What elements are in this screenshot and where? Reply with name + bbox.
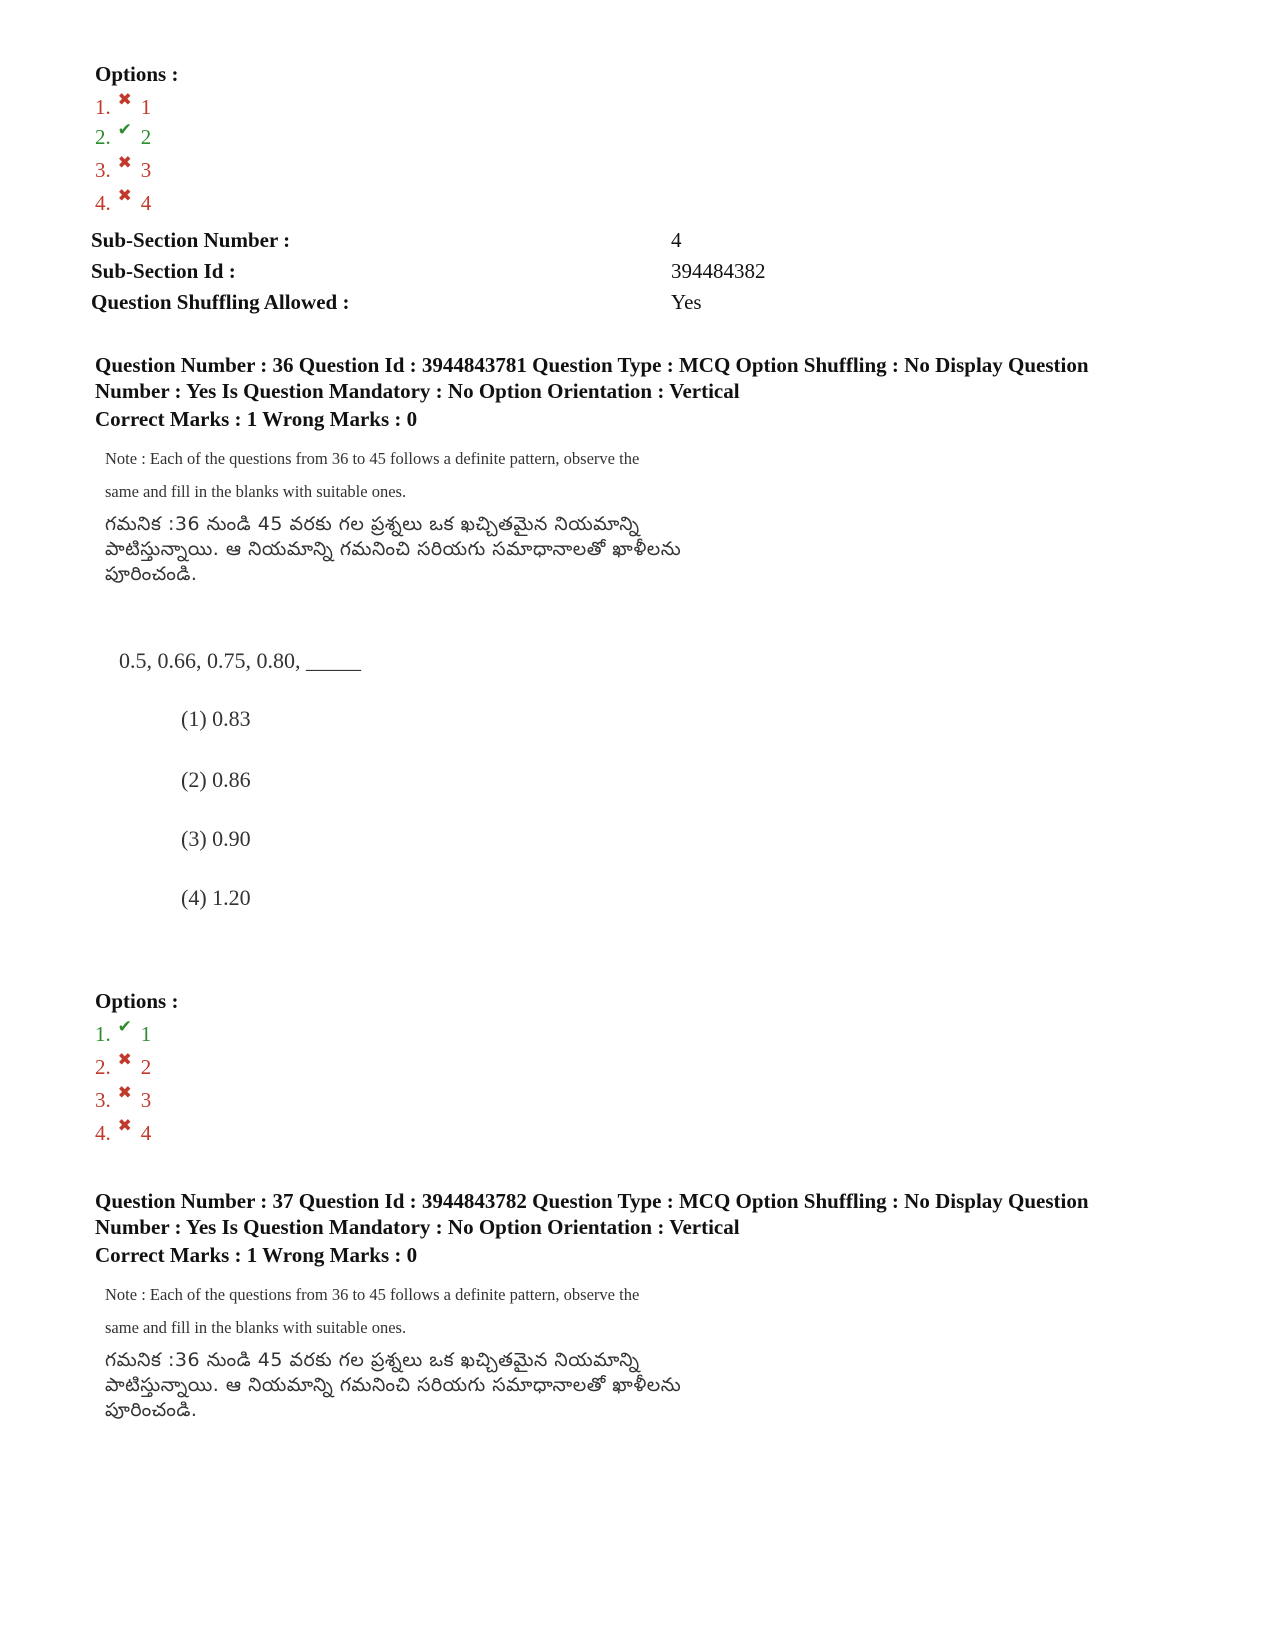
question-36-marks: Correct Marks : 1 Wrong Marks : 0: [95, 407, 418, 431]
option-3: [95, 1085, 151, 1115]
option-2: [95, 1052, 151, 1082]
subsection-number-row: [91, 228, 991, 259]
note-line: Note : Each of the questions from 36 to 45 follows a definite pattern, observe the: [105, 449, 640, 468]
question-shuffling-value: Yes: [671, 290, 702, 314]
option-value: 4: [140, 190, 152, 215]
subsection-id-value: 394484382: [671, 259, 766, 283]
question-36-note-en: [105, 442, 785, 508]
option-number: 4.: [95, 190, 111, 215]
question-36-choice-2: (2) 0.86: [181, 767, 251, 792]
option-number: 1.: [95, 94, 111, 119]
check-icon: ✔: [117, 120, 132, 139]
question-header-line: Number : Yes Is Question Mandatory : No Option Orientation : Vertical: [95, 379, 740, 403]
options-heading: Options :: [95, 989, 179, 1013]
question-36-sequence: 0.5, 0.66, 0.75, 0.80, _____: [119, 648, 361, 673]
option-number: 2.: [95, 124, 111, 149]
subsection-id-label: Sub-Section Id :: [91, 259, 236, 283]
question-37-header: [95, 1188, 1195, 1240]
note-line: పాటిస్తున్నాయి. ఆ నియమాన్ని గమనించి సరియగు సమాధానాలతో ఖాళీలను: [105, 1374, 682, 1396]
option-4: [95, 188, 151, 218]
question-36-header: [95, 352, 1195, 404]
question-37-note-te: [105, 1348, 785, 1423]
note-line: గమనిక :36 నుండి 45 వరకు గల ప్రశ్నలు ఒక ఖచ్చితమైన నియమాన్ని: [105, 513, 640, 535]
note-line: పూరించండి.: [105, 1399, 198, 1421]
cross-icon: ✖: [117, 1050, 132, 1069]
prev-options-list: [95, 92, 151, 218]
cross-icon: ✖: [117, 153, 132, 172]
question-36-choice-3: (3) 0.90: [181, 826, 251, 851]
question-36-choice-4: (4) 1.20: [181, 885, 251, 910]
option-value: 3: [140, 157, 152, 182]
option-value: 2: [140, 124, 152, 149]
option-1: [95, 92, 151, 122]
option-4: [95, 1118, 151, 1148]
question-header-line: Question Number : 36 Question Id : 3944843781 Question Type : MCQ Option Shuffling : No Display Question: [95, 353, 1089, 377]
cross-icon: ✖: [117, 1116, 132, 1135]
note-line: same and fill in the blanks with suitable ones.: [105, 482, 407, 501]
question-37-marks: Correct Marks : 1 Wrong Marks : 0: [95, 1243, 418, 1267]
question-36-choice-1: (1) 0.83: [181, 706, 251, 731]
option-value: 3: [140, 1087, 152, 1112]
note-line: పూరించండి.: [105, 563, 198, 585]
question-36-note-te: [105, 512, 785, 587]
cross-icon: ✖: [117, 186, 132, 205]
option-value: 4: [140, 1120, 152, 1145]
note-line: Note : Each of the questions from 36 to 45 follows a definite pattern, observe the: [105, 1285, 640, 1304]
option-number: 4.: [95, 1120, 111, 1145]
option-1: [95, 1019, 151, 1049]
subsection-number-label: Sub-Section Number :: [91, 228, 291, 252]
question-37-note-en: [105, 1278, 785, 1344]
option-3: [95, 155, 151, 185]
option-number: 3.: [95, 1087, 111, 1112]
option-number: 3.: [95, 157, 111, 182]
subsection-number-value: 4: [671, 228, 682, 252]
question-shuffling-label: Question Shuffling Allowed :: [91, 290, 350, 314]
option-value: 1: [140, 94, 152, 119]
option-number: 1.: [95, 1021, 111, 1046]
question-header-line: Question Number : 37 Question Id : 3944843782 Question Type : MCQ Option Shuffling : No Display Question: [95, 1189, 1089, 1213]
question-36-options-list: [95, 1019, 151, 1148]
subsection-id-row: [91, 259, 991, 290]
option-value: 2: [140, 1054, 152, 1079]
question-header-line: Number : Yes Is Question Mandatory : No Option Orientation : Vertical: [95, 1215, 740, 1239]
options-heading: Options :: [95, 62, 179, 86]
cross-icon: ✖: [117, 1083, 132, 1102]
check-icon: ✔: [117, 1017, 132, 1036]
question-shuffling-row: [91, 290, 991, 321]
cross-icon: ✖: [117, 90, 132, 109]
note-line: గమనిక :36 నుండి 45 వరకు గల ప్రశ్నలు ఒక ఖచ్చితమైన నియమాన్ని: [105, 1349, 640, 1371]
option-number: 2.: [95, 1054, 111, 1079]
option-value: 1: [140, 1021, 152, 1046]
subsection-meta: [91, 228, 991, 321]
note-line: పాటిస్తున్నాయి. ఆ నియమాన్ని గమనించి సరియగు సమాధానాలతో ఖాళీలను: [105, 538, 682, 560]
option-2: [95, 122, 151, 152]
note-line: same and fill in the blanks with suitable ones.: [105, 1318, 407, 1337]
